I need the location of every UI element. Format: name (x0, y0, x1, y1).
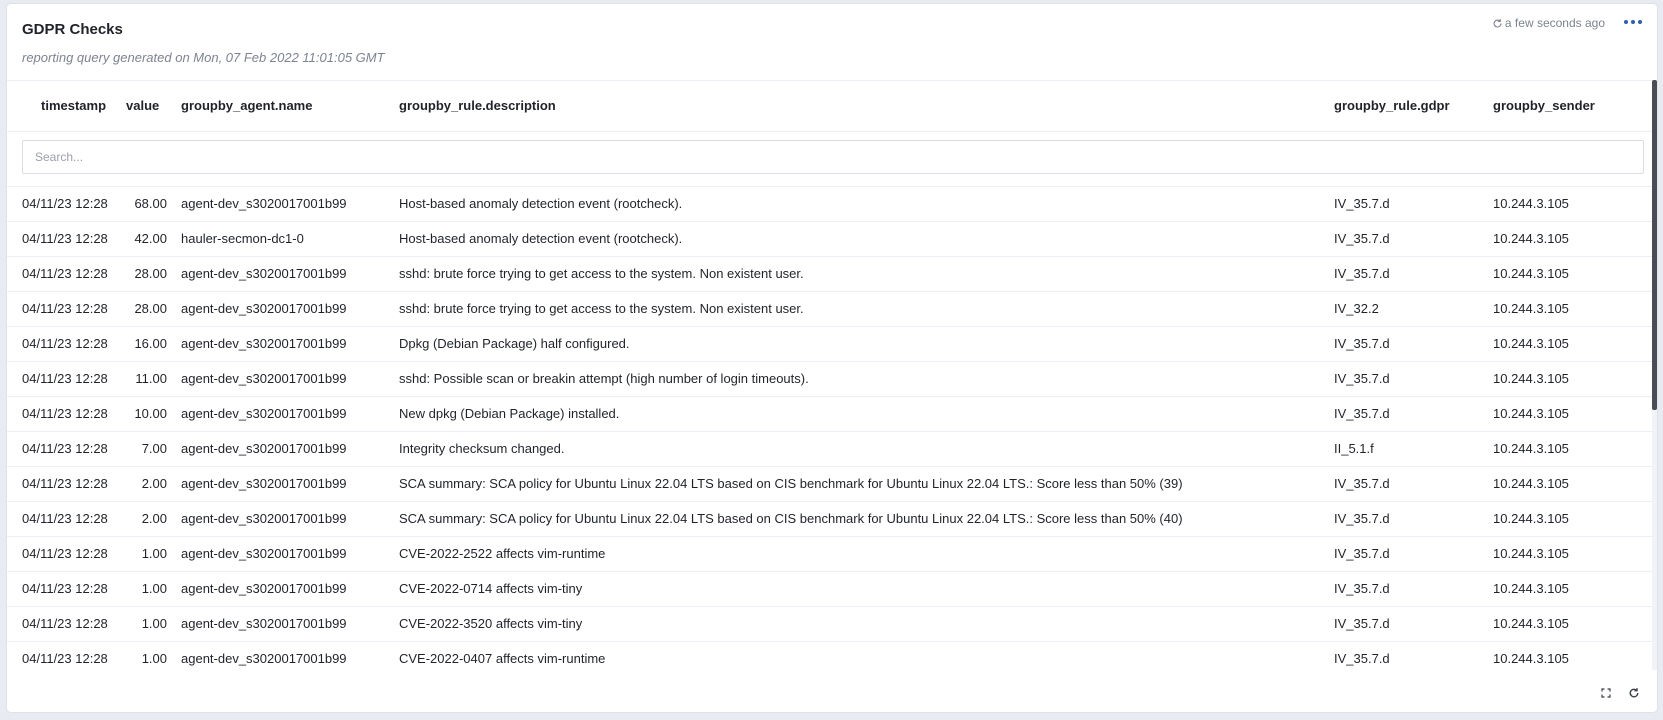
cell-timestamp: 04/11/23 12:28 (22, 371, 108, 386)
cell-timestamp: 04/11/23 12:28 (22, 231, 108, 246)
cell-rule-description: SCA summary: SCA policy for Ubuntu Linux 22.04 LTS based on CIS benchmark for Ubuntu Linux 22.04 LTS.: Score less than 50% (39) (399, 476, 1183, 491)
table-scrollbar[interactable] (1652, 80, 1657, 670)
cell-timestamp: 04/11/23 12:28 (22, 651, 108, 666)
table-row[interactable] (7, 537, 1652, 572)
table-row[interactable] (7, 222, 1652, 257)
cell-rule-description: Host-based anomaly detection event (rootcheck). (399, 231, 683, 246)
table-row[interactable] (7, 362, 1652, 397)
data-table (7, 80, 1652, 671)
column-header-rule-gdpr[interactable]: groupby_rule.gdpr (1334, 98, 1450, 113)
cell-timestamp: 04/11/23 12:28 (22, 511, 108, 526)
cell-value: 68.00 (134, 196, 167, 211)
reload-button[interactable] (1627, 686, 1641, 700)
table-row[interactable] (7, 607, 1652, 642)
cell-sender: 10.244.3.105 (1493, 651, 1569, 666)
cell-agent-name: agent-dev_s3020017001b99 (181, 511, 347, 526)
cell-value: 16.00 (134, 336, 167, 351)
cell-rule-description: CVE-2022-0714 affects vim-tiny (399, 581, 583, 596)
table-row[interactable] (7, 397, 1652, 432)
cell-timestamp: 04/11/23 12:28 (22, 546, 108, 561)
cell-rule-description: sshd: Possible scan or breakin attempt (high number of login timeouts). (399, 371, 809, 386)
table-row[interactable] (7, 467, 1652, 502)
gdpr-checks-panel (7, 4, 1657, 712)
cell-sender: 10.244.3.105 (1493, 441, 1569, 456)
cell-value: 1.00 (141, 581, 167, 596)
cell-timestamp: 04/11/23 12:28 (22, 196, 108, 211)
cell-sender: 10.244.3.105 (1493, 266, 1569, 281)
table-row[interactable] (7, 502, 1652, 537)
cell-rule-gdpr: II_5.1.f (1334, 441, 1374, 456)
table-row[interactable] (7, 327, 1652, 362)
cell-value: 28.00 (134, 266, 167, 281)
cell-rule-description: Dpkg (Debian Package) half configured. (399, 336, 630, 351)
cell-rule-gdpr: IV_35.7.d (1334, 581, 1390, 596)
cell-rule-gdpr: IV_32.2 (1334, 301, 1379, 316)
cell-agent-name: agent-dev_s3020017001b99 (181, 581, 347, 596)
reload-icon (1628, 687, 1640, 699)
last-refresh-indicator (1492, 16, 1605, 30)
cell-value: 28.00 (134, 301, 167, 316)
cell-sender: 10.244.3.105 (1493, 371, 1569, 386)
cell-rule-description: CVE-2022-3520 affects vim-tiny (399, 616, 583, 631)
table-row[interactable] (7, 642, 1652, 671)
search-row (7, 132, 1652, 187)
panel-title: GDPR Checks (22, 21, 123, 38)
cell-value: 42.00 (134, 231, 167, 246)
cell-value: 2.00 (141, 476, 167, 491)
cell-sender: 10.244.3.105 (1493, 301, 1569, 316)
cell-agent-name: agent-dev_s3020017001b99 (181, 651, 347, 666)
cell-timestamp: 04/11/23 12:28 (22, 581, 108, 596)
cell-rule-description: sshd: brute force trying to get access to the system. Non existent user. (399, 301, 804, 316)
cell-sender: 10.244.3.105 (1493, 546, 1569, 561)
table-row[interactable] (7, 292, 1652, 327)
cell-rule-gdpr: IV_35.7.d (1334, 546, 1390, 561)
cell-rule-description: sshd: brute force trying to get access to the system. Non existent user. (399, 266, 804, 281)
cell-rule-gdpr: IV_35.7.d (1334, 196, 1390, 211)
column-header-agent-name[interactable]: groupby_agent.name (181, 98, 313, 113)
table-body (7, 187, 1652, 671)
cell-value: 1.00 (141, 546, 167, 561)
panel-menu-button[interactable] (1621, 12, 1645, 32)
cell-sender: 10.244.3.105 (1493, 231, 1569, 246)
column-header-rule-description[interactable]: groupby_rule.description (399, 98, 556, 113)
cell-rule-gdpr: IV_35.7.d (1334, 651, 1390, 666)
table-header (7, 81, 1652, 132)
cell-rule-gdpr: IV_35.7.d (1334, 266, 1390, 281)
cell-rule-description: CVE-2022-0407 affects vim-runtime (399, 651, 606, 666)
cell-rule-gdpr: IV_35.7.d (1334, 406, 1390, 421)
cell-sender: 10.244.3.105 (1493, 581, 1569, 596)
table-search-input[interactable] (22, 140, 1644, 174)
cell-timestamp: 04/11/23 12:28 (22, 441, 108, 456)
table-row[interactable] (7, 572, 1652, 607)
cell-agent-name: agent-dev_s3020017001b99 (181, 301, 347, 316)
column-header-timestamp[interactable]: timestamp (41, 98, 107, 113)
cell-rule-description: Integrity checksum changed. (399, 441, 565, 456)
cell-value: 10.00 (134, 406, 167, 421)
cell-rule-gdpr: IV_35.7.d (1334, 476, 1390, 491)
cell-rule-description: CVE-2022-2522 affects vim-runtime (399, 546, 606, 561)
cell-rule-gdpr: IV_35.7.d (1334, 616, 1390, 631)
cell-timestamp: 04/11/23 12:28 (22, 266, 108, 281)
cell-sender: 10.244.3.105 (1493, 476, 1569, 491)
cell-agent-name: agent-dev_s3020017001b99 (181, 476, 347, 491)
cell-sender: 10.244.3.105 (1493, 406, 1569, 421)
cell-agent-name: agent-dev_s3020017001b99 (181, 371, 347, 386)
cell-agent-name: agent-dev_s3020017001b99 (181, 546, 347, 561)
cell-rule-description: SCA summary: SCA policy for Ubuntu Linux 22.04 LTS based on CIS benchmark for Ubuntu Linux 22.04 LTS.: Score less than 50% (40) (399, 511, 1183, 526)
column-header-value[interactable]: value (126, 98, 160, 113)
scrollbar-thumb[interactable] (1652, 80, 1657, 410)
last-refresh-text: a few seconds ago (1504, 16, 1605, 30)
cell-agent-name: agent-dev_s3020017001b99 (181, 406, 347, 421)
cell-agent-name: agent-dev_s3020017001b99 (181, 616, 347, 631)
cell-value: 11.00 (135, 371, 167, 386)
cell-sender: 10.244.3.105 (1493, 616, 1569, 631)
cell-agent-name: agent-dev_s3020017001b99 (181, 196, 347, 211)
cell-timestamp: 04/11/23 12:28 (22, 616, 108, 631)
fullscreen-button[interactable] (1599, 686, 1613, 700)
cell-agent-name: hauler-secmon-dc1-0 (181, 231, 304, 246)
cell-value: 2.00 (141, 511, 167, 526)
cell-sender: 10.244.3.105 (1493, 336, 1569, 351)
cell-rule-description: Host-based anomaly detection event (rootcheck). (399, 196, 683, 211)
more-horizontal-icon (1624, 20, 1628, 24)
cell-rule-gdpr: IV_35.7.d (1334, 336, 1390, 351)
cell-agent-name: agent-dev_s3020017001b99 (181, 441, 347, 456)
cell-timestamp: 04/11/23 12:28 (22, 476, 108, 491)
cell-value: 7.00 (141, 441, 167, 456)
cell-rule-gdpr: IV_35.7.d (1334, 231, 1390, 246)
cell-value: 1.00 (141, 616, 167, 631)
cell-rule-gdpr: IV_35.7.d (1334, 511, 1390, 526)
cell-timestamp: 04/11/23 12:28 (22, 406, 108, 421)
cell-agent-name: agent-dev_s3020017001b99 (181, 266, 347, 281)
cell-sender: 10.244.3.105 (1493, 196, 1569, 211)
cell-timestamp: 04/11/23 12:28 (22, 301, 108, 316)
table-row[interactable] (7, 257, 1652, 292)
panel-subtitle: reporting query generated on Mon, 07 Feb 2022 11:01:05 GMT (22, 50, 385, 65)
cell-rule-gdpr: IV_35.7.d (1334, 371, 1390, 386)
refresh-icon (1492, 18, 1503, 29)
cell-sender: 10.244.3.105 (1493, 511, 1569, 526)
column-header-sender[interactable]: groupby_sender (1493, 98, 1595, 113)
table-row[interactable] (7, 187, 1652, 222)
cell-agent-name: agent-dev_s3020017001b99 (181, 336, 347, 351)
cell-rule-description: New dpkg (Debian Package) installed. (399, 406, 620, 421)
cell-timestamp: 04/11/23 12:28 (22, 336, 108, 351)
expand-icon (1601, 688, 1611, 698)
cell-value: 1.00 (141, 651, 167, 666)
table-row[interactable] (7, 432, 1652, 467)
